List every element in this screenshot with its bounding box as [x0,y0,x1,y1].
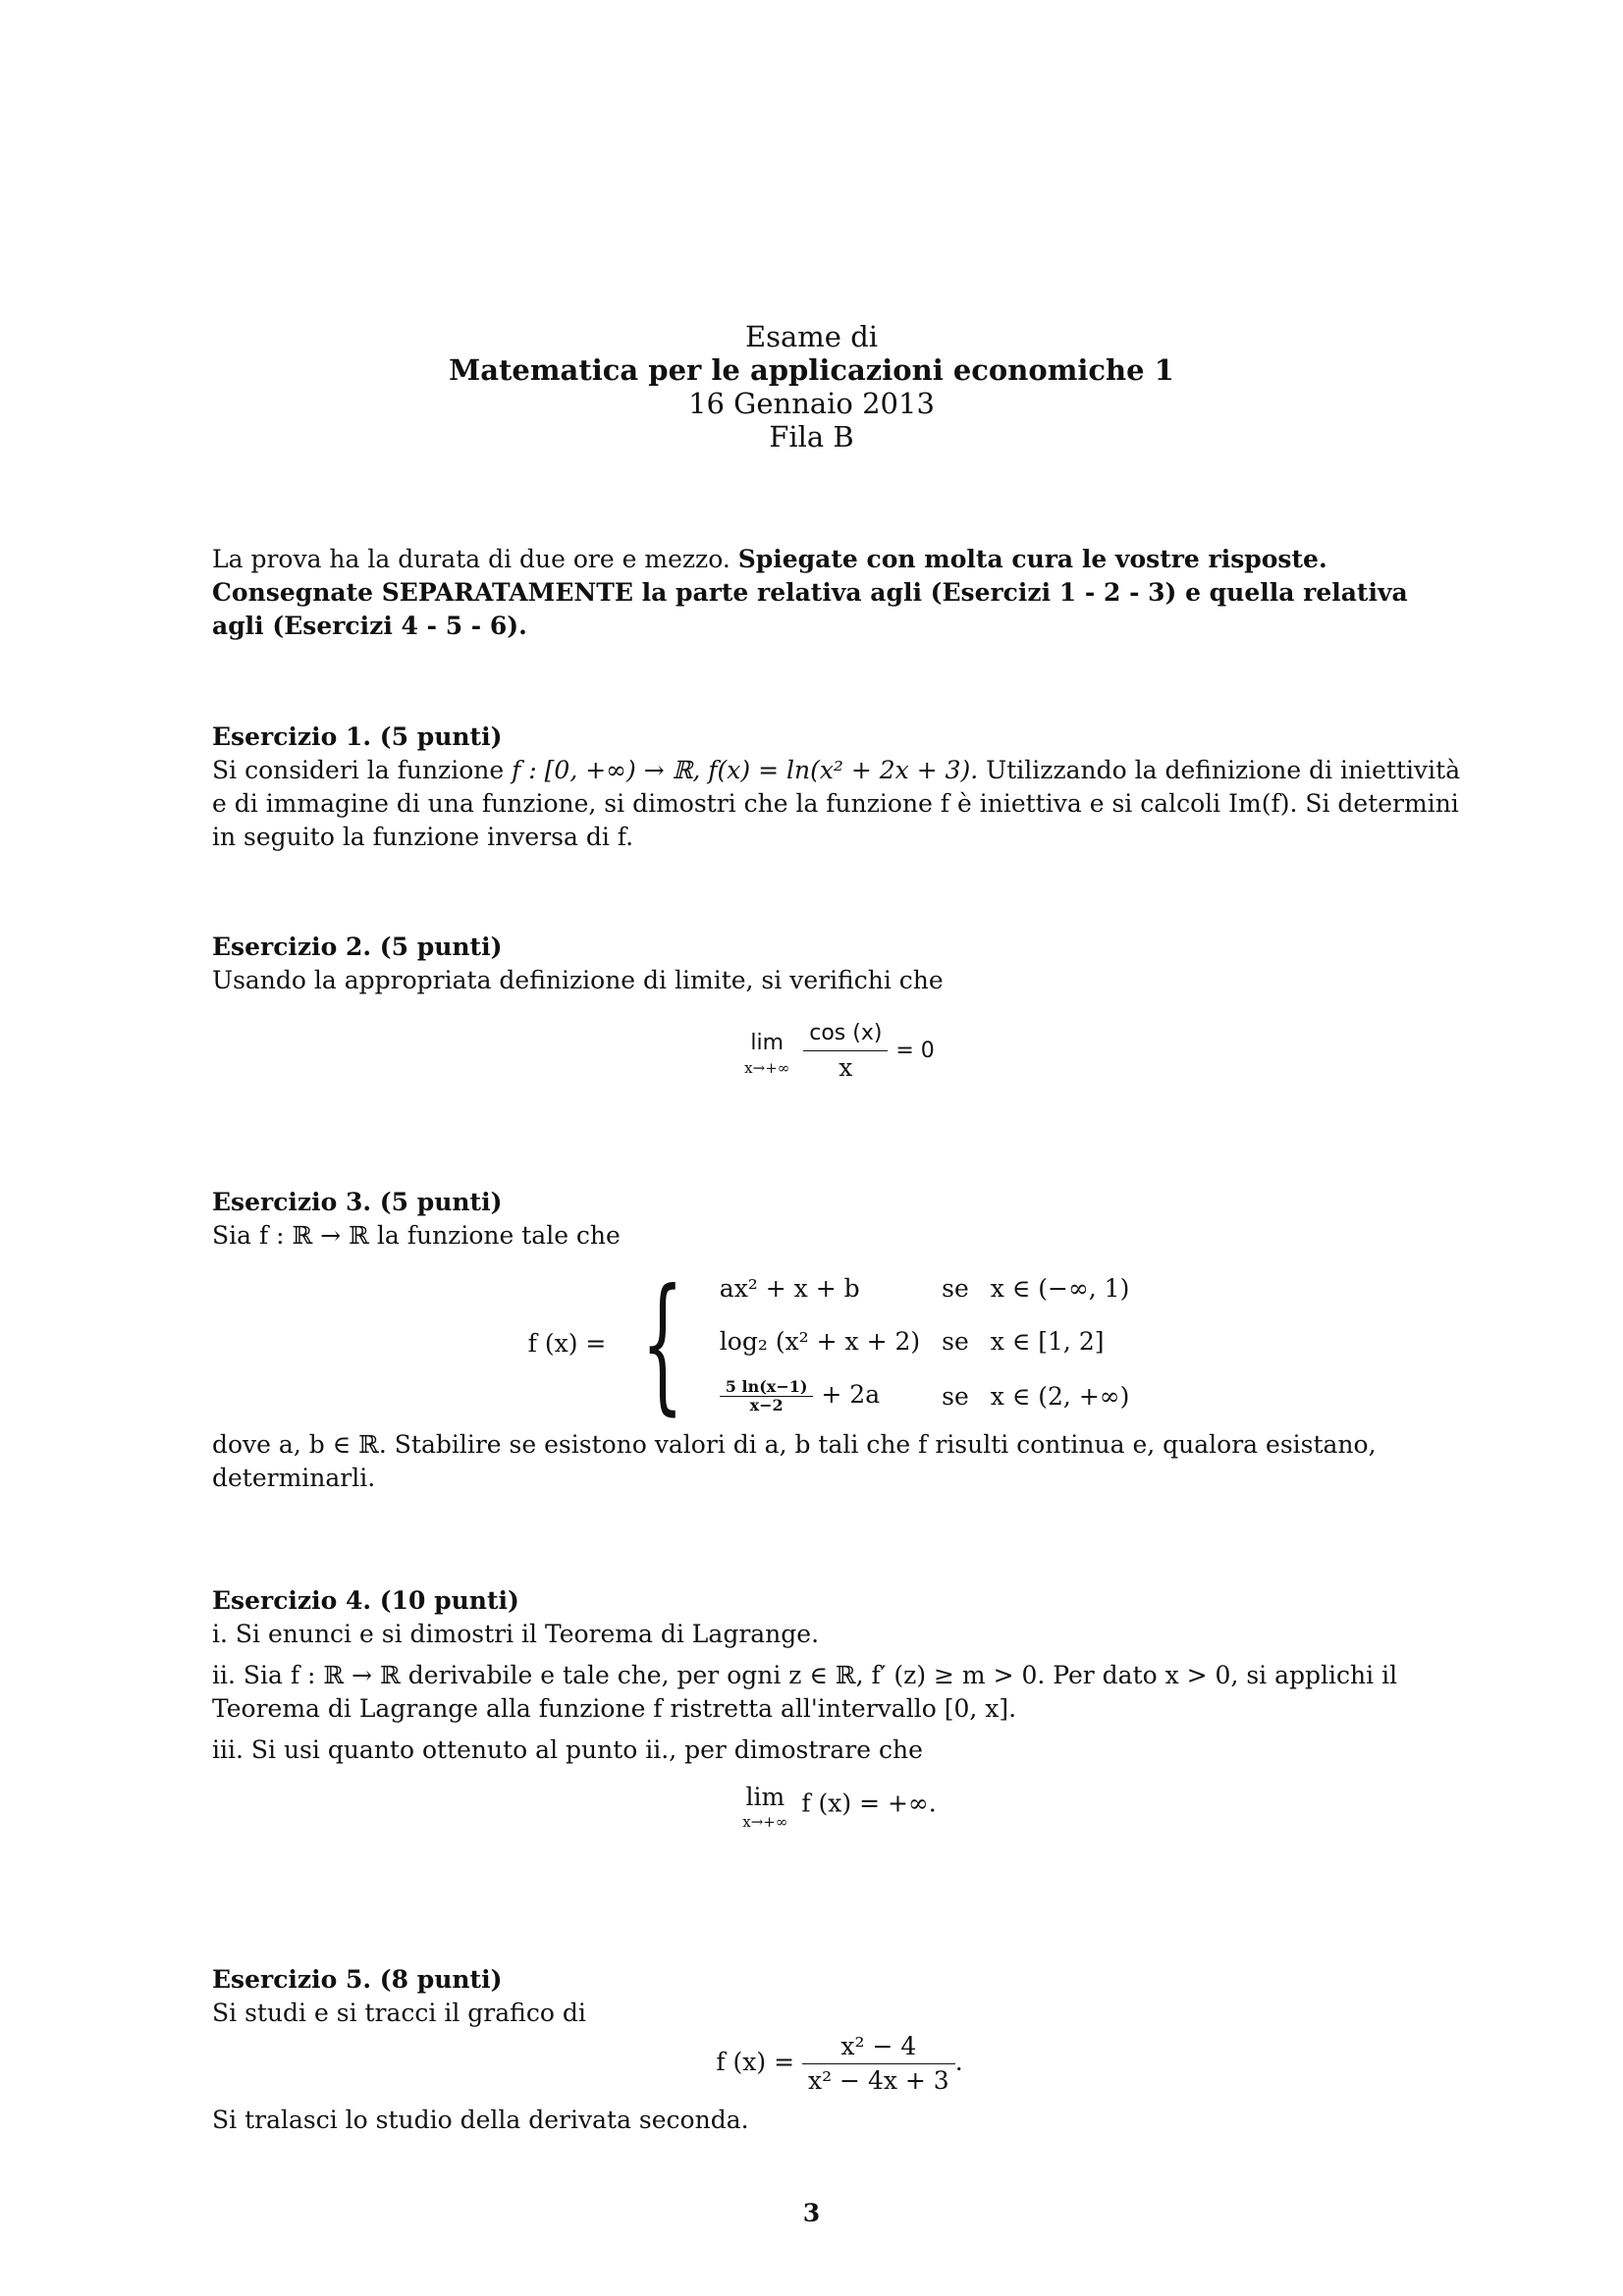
exercise-3 [212,1186,1467,1495]
exercise-1-heading: Esercizio 1. (5 punti) [212,722,503,751]
exercise-5 [212,1963,1467,2137]
exercise-2 [212,931,1467,1098]
limit-word: lim [745,1783,785,1811]
exam-header [0,320,1623,454]
exercise-3-heading: Esercizio 3. (5 punti) [212,1188,503,1216]
exercise-4-part-iii: iii. Si usi quanto ottenuto al punto ii., per dimostrare che [212,1735,923,1764]
exercise-3-after: dove a, b ∈ ℝ. Stabilire se esistono valori di a, b tali che f risulti continua e, qualora esistano, determinarli. [212,1430,1377,1492]
exam-row: Fila B [769,420,854,454]
instructions-bold-a: Spiegate con molta cura le vostre risposte. [737,545,1327,573]
case-row [720,1315,1152,1368]
exercise-4 [212,1584,1467,1843]
instructions-text: La prova ha la durata di due ore e mezzo. [212,545,738,573]
piecewise-function [212,1257,1467,1429]
case-condition: x ∈ (−∞, 1) [990,1274,1130,1303]
fraction-denominator: x [839,1053,853,1082]
case-expression: log₂ (x² + x + 2) [719,1327,921,1356]
limit-fraction [803,1017,888,1085]
case-expression [720,1368,942,1424]
fraction-numerator: x² − 4 [802,2030,955,2064]
limit-result: = 0 [895,1039,935,1063]
case-row [720,1368,1152,1424]
exercise-1-text-b: Utilizzando la definizione di iniettività e di immagine di una funzione, si dimostri che la funzione f è iniettiva e si calcoli Im(f). Si determini in seguito la funzione inversa di f. [212,756,1461,851]
header-line-1: Esame di [744,320,879,353]
exercise-3-text: Sia f : ℝ → ℝ la funzione tale che [212,1221,621,1250]
exercise-4-heading: Esercizio 4. (10 punti) [212,1586,519,1615]
piecewise-wrapper [527,1257,1152,1429]
limit-word: lim [750,1030,784,1055]
fraction-numerator: cos (x) [803,1017,888,1051]
instructions-bold-b: Consegnate SEPARATAMENTE la parte relativa agli (Esercizi 1 - 2 - 3) e quella relativa agli (Esercizi 4 - 5 - 6). [212,578,1408,640]
case-expression-tail: + 2a [821,1380,881,1409]
exercise-2-formula [212,1017,1467,1085]
page-number: 3 [802,2199,821,2227]
exercise-1-function: f : [0, +∞) → ℝ, f(x) = ln(x² + 2x + 3). [512,756,979,784]
limit-subscript: x→+∞ [744,1058,790,1077]
piecewise-cases [720,1262,1152,1424]
exercise-1 [212,721,1467,854]
left-brace: { [641,1257,684,1429]
limit-result: f (x) = +∞. [801,1789,937,1818]
function-lhs: f (x) = [716,2048,795,2076]
limit-operator [742,1781,787,1830]
case-se: se [942,1327,969,1356]
case-fraction [720,1378,814,1415]
case-expression: ax² + x + b [719,1274,860,1303]
case-row [720,1262,1152,1315]
exercise-5-after: Si tralasci lo studio della derivata seconda. [212,2106,749,2134]
exercise-5-formula [212,2030,1467,2098]
exercise-5-heading: Esercizio 5. (8 punti) [212,1965,503,1994]
fraction-denominator: x² − 4x + 3 [807,2066,949,2095]
limit-operator [744,1027,789,1076]
formula-period: . [954,2048,963,2076]
instructions [212,543,1467,643]
course-title: Matematica per le applicazioni economiche 1 [449,353,1174,387]
exercise-2-text: Usando la appropriata definizione di limite, si verifichi che [212,966,944,994]
case-condition: x ∈ [1, 2] [990,1327,1105,1356]
exercise-1-text [212,754,1467,854]
limit-subscript: x→+∞ [742,1813,788,1831]
exercise-1-text-a: Si consideri la funzione [212,756,513,784]
exercise-4-part-i: i. Si enunci e si dimostri il Teorema di Lagrange. [212,1620,820,1648]
exam-date: 16 Gennaio 2013 [688,387,935,420]
exercise-4-formula [212,1781,1467,1830]
exercise-4-part-ii: ii. Sia f : ℝ → ℝ derivabile e tale che, per ogni z ∈ ℝ, f′ (z) ≥ m > 0. Per dato x > 0, si applichi il Teorema di Lagrange alla funzione f ristretta all'intervallo [0, x]. [212,1661,1398,1723]
case-fraction-denominator: x−2 [749,1396,784,1415]
exercise-5-text: Si studi e si tracci il grafico di [212,1999,586,2027]
case-fraction-numerator: 5 ln(x−1) [720,1378,814,1397]
case-condition: x ∈ (2, +∞) [990,1381,1130,1411]
piecewise-lhs: f (x) = [527,1328,607,1358]
case-se: se [942,1381,969,1411]
function-fraction [802,2030,955,2098]
exercise-2-heading: Esercizio 2. (5 punti) [212,933,503,961]
case-se: se [942,1274,969,1303]
